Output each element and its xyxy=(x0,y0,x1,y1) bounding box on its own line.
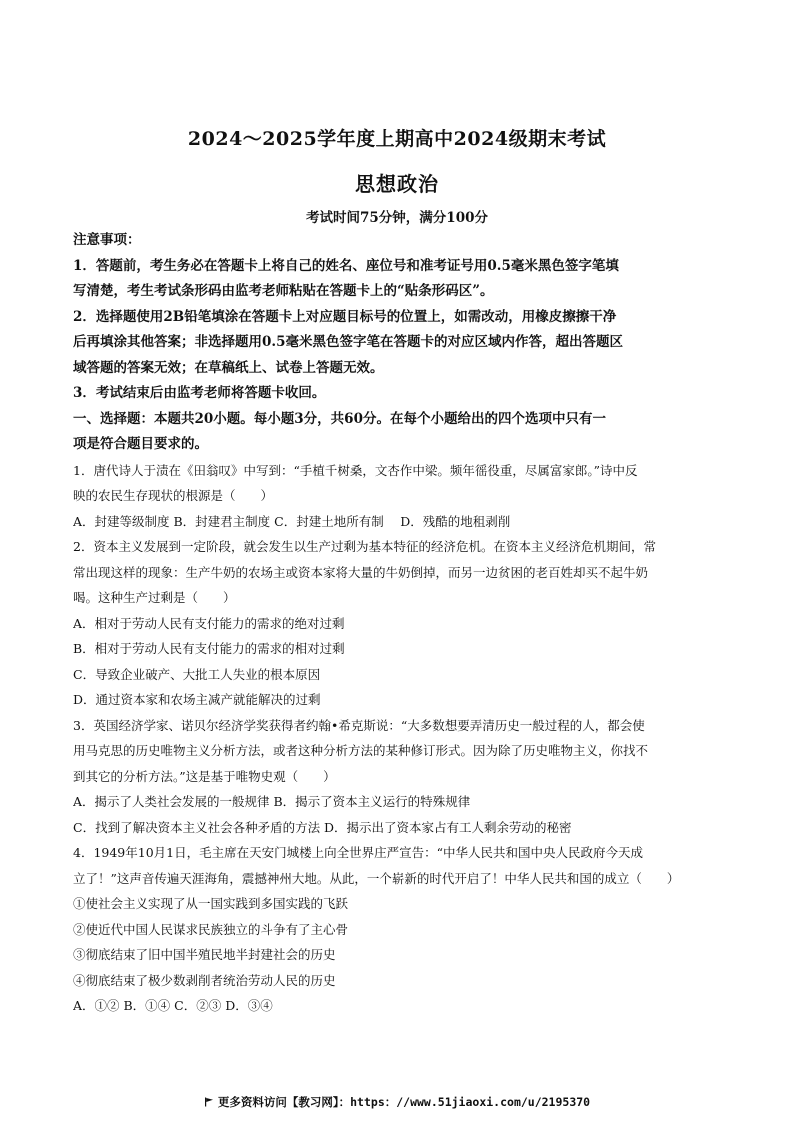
question-3-line-1: 3．英国经济学家、诺贝尔经济学奖获得者约翰•希克斯说：“大多数想要弄清历史一般过程的人，都会使 xyxy=(73,717,645,733)
exam-title: 2024～2025学年度上期高中2024级期末考试 xyxy=(187,128,607,150)
question-1-line-2: 映的农民生存现状的根源是（ ） xyxy=(73,488,274,503)
question-2-option-d: D．通过资本家和农场主减产就能解决的过剩 xyxy=(73,692,321,707)
question-4-line-2: 立了！”这声音传遍天涯海角，震撼神州大地。从此，一个崭新的时代开启了！中华人民共和国的成立（ ） xyxy=(73,870,680,886)
question-4-line-1: 4．1949年10月1日，毛主席在天安门城楼上向全世界庄严宣告：“中华人民共和国中央人民政府今天成 xyxy=(73,845,644,860)
question-3-line-3: 到其它的分析方法。”这是基于唯物史观（ ） xyxy=(73,768,336,784)
question-4-statement-3: ③彻底结束了旧中国半殖民地半封建社会的历史 xyxy=(73,947,336,962)
footer xyxy=(0,1094,794,1110)
subject-title: 思想政治 xyxy=(355,172,439,196)
notice-item-3: 3．考试结束后由监考老师将答题卡收回。 xyxy=(73,385,326,401)
question-3-options-row-2: C．找到了解决资本主义社会各种矛盾的方法 D．揭示出了资本家占有工人剩余劳动的秘密 xyxy=(73,819,572,835)
notice-item-1-line-1: 1．答题前，考生务必在答题卡上将自己的姓名、座位号和准考证号用0.5毫米黑色签字笔填 xyxy=(73,257,619,274)
notice-item-1-line-2: 写清楚，考生考试条形码由监考老师粘贴在答题卡上的“贴条形码区”。 xyxy=(73,283,494,299)
question-1-options: A．封建等级制度 B．封建君主制度 C．封建土地所有制 D．残酷的地租剥削 xyxy=(73,513,511,529)
section-1-heading-line-2: 项是符合题目要求的。 xyxy=(73,436,208,452)
footer-link[interactable]: 更多资料访问【教习网】：https：//www.51jiaoxi.com/u/2195370 xyxy=(217,1095,591,1109)
exam-time-info: 考试时间75分钟，满分100分 xyxy=(306,210,488,226)
question-2-line-2: 常出现这样的现象：生产牛奶的农场主或资本家将大量的牛奶倒掉，而另一边贫困的老百姓却买不起牛奶 xyxy=(73,564,649,580)
question-4-statement-2: ②使近代中国人民谋求民族独立的斗争有了主心骨 xyxy=(73,921,349,937)
notice-item-2-line-2: 后再填涂其他答案；非选择题用0.5毫米黑色签字笔在答题卡的对应区域内作答，超出答题区 xyxy=(73,334,623,350)
notice-item-2-line-1: 2．选择题使用2B铅笔填涂在答题卡上对应题目标号的位置上，如需改动，用橡皮擦擦干净 xyxy=(73,308,617,325)
flag-icon xyxy=(204,1097,214,1107)
question-2-line-1: 2．资本主义发展到一定阶段，就会发生以生产过剩为基本特征的经济危机。在资本主义经济危机期间，常 xyxy=(73,539,656,554)
question-3-options-row-1: A．揭示了人类社会发展的一般规律 B．揭示了资本主义运行的特殊规律 xyxy=(73,794,471,809)
question-2-option-b: B．相对于劳动人民有支付能力的需求的相对过剩 xyxy=(73,641,345,656)
question-2-option-a: A．相对于劳动人民有支付能力的需求的绝对过剩 xyxy=(73,615,345,631)
question-4-statement-4: ④彻底结束了极少数剥削者统治劳动人民的历史 xyxy=(73,972,336,988)
exam-content xyxy=(73,228,733,1019)
question-2-option-c: C．导致企业破产、大批工人失业的根本原因 xyxy=(73,666,321,682)
question-4-options: A．①② B．①④ C．②③ D．③④ xyxy=(73,998,273,1013)
question-1-line-1: 1．唐代诗人于渍在《田翁叹》中写到：“手植千树桑，文杏作中梁。频年徭役重，尽属富家郎。”诗中反 xyxy=(73,462,638,478)
question-4-statement-1: ①使社会主义实现了从一国实践到多国实践的飞跃 xyxy=(73,896,349,911)
section-1-heading-line-1: 一、选择题：本题共20小题。每小题3分，共60分。在每个小题给出的四个选项中只有一 xyxy=(73,410,606,427)
question-3-line-2: 用马克思的历史唯物主义分析方法，或者这种分析方法的某种修订形式。因为除了历史唯物主义，你找不 xyxy=(73,743,649,758)
notice-heading: 注意事项： xyxy=(73,232,141,248)
notice-item-2-line-3: 域答题的答案无效；在草稿纸上、试卷上答题无效。 xyxy=(73,359,384,376)
question-2-line-3: 喝。这种生产过剩是（ ） xyxy=(73,590,236,605)
